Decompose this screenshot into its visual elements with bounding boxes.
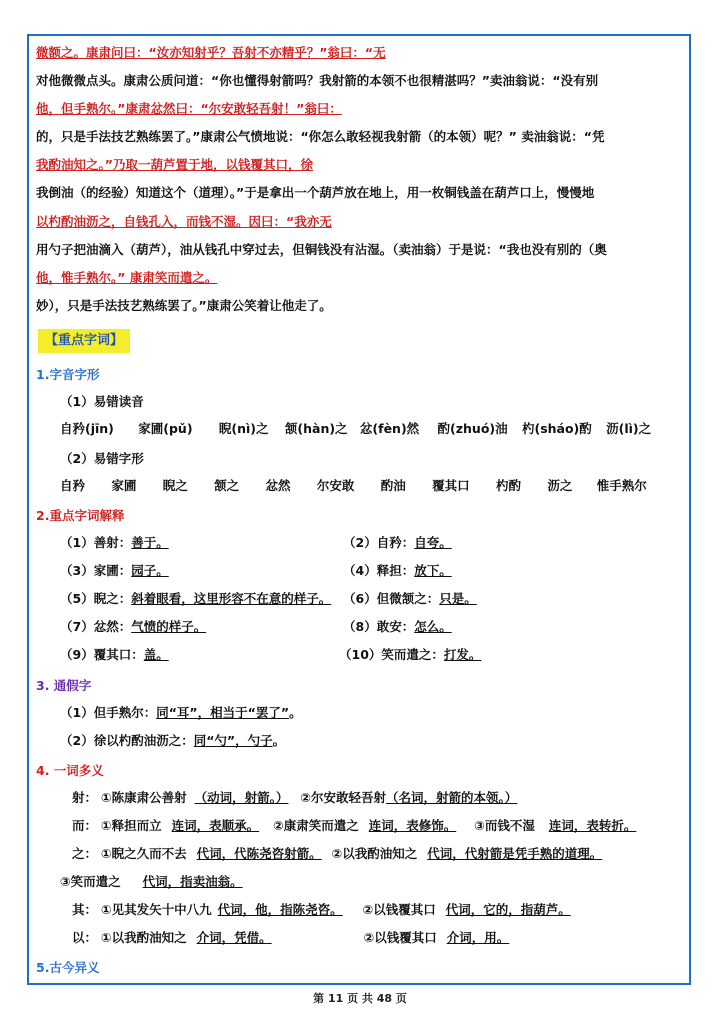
passage-translation-line-4: 用勺子把油滴入（葫芦），油从钱孔中穿过去，但铜钱没有沾湿。（卖油翁）于是说：“我也没有别的（奥 [36,242,607,257]
definition-item: （6）但微颔之：只是。 [343,591,477,606]
definition-item: （1）善射：善于。 [60,535,169,550]
polysemy-zhi-3: ③笑而遣之 代词，指卖油翁。 [60,874,243,889]
definition-item: （5）睨之：斜着眼看，这里形容不在意的样子。 [60,591,332,606]
form-item: 家圃 [111,478,137,493]
pron-item: 家圃(pǔ) [138,421,193,436]
polysemy-yi: 以： ①以我酌油知之 介词，凭借。 ②以钱覆其口 介词，用。 [72,930,510,945]
section-4-title: 4. 一词多义 [36,763,104,778]
tongjia-item: （1）但手熟尔：同“耳”，相当于“罢了”。 [60,705,302,720]
section-5-title: 5.古今异义 [36,960,100,975]
key-words-heading: 【重点字词】 [38,329,130,353]
form-item: 覆其口 [432,478,470,493]
page-border [27,34,691,985]
polysemy-er: 而： ①释担而立 连词，表顺承。 ②康肃笑而遣之 连词，表修饰。 ③而钱不湿 连词，表转折。 [72,818,637,833]
polysemy-zhi: 之： ①睨之久而不去 代词，代陈尧咨射箭。 ②以我酌油知之 代词，代射箭是凭手熟的道理。 [72,846,603,861]
form-item: 忿然 [265,478,291,493]
section-1-title: 1.字音字形 [36,367,100,382]
definition-item: （3）家圃：园子。 [60,563,169,578]
passage-translation-line-1: 对他微微点头。康肃公质问道：“你也懂得射箭吗？我射箭的本领不也很精湛吗？”卖油翁说：“没有别 [36,73,599,88]
form-item: 颔之 [214,478,240,493]
pron-item: 酌(zhuó)油 [437,421,508,436]
form-item: 惟手熟尔 [596,478,647,493]
passage-translation-line-5: 妙），只是手法技艺熟练罢了。”康肃公笑着让他走了。 [36,298,332,313]
pron-item: 忿(fèn)然 [359,421,420,436]
pronunciation-list [60,420,651,438]
form-item: 沥之 [547,478,573,493]
form-item: 酌油 [380,478,406,493]
definition-item: （2）自矜：自夸。 [343,535,452,550]
passage-original-line-4: 以杓酌油沥之，自钱孔入，而钱不湿。因曰：“我亦无 [36,214,332,229]
section-3-title: 3. 通假字 [36,678,92,693]
pron-item: 睨(nì)之 [218,421,269,436]
definition-item: （4）释担：放下。 [343,563,452,578]
section-1-sub-2: （2）易错字形 [60,451,144,466]
passage-translation-line-2: 的，只是手法技艺熟练罢了。”康肃公气愤地说：“你怎么敢轻视我射箭（的本领）呢？” 卖油翁说：“凭 [36,129,605,144]
pron-item: 沥(lì)之 [606,421,652,436]
section-1-sub-1: （1）易错读音 [60,394,144,409]
form-item: 自矜 [60,478,86,493]
section-2-title: 2.重点字词解释 [36,508,125,523]
form-item: 杓酌 [496,478,522,493]
passage-original-line-2: 他，但手熟尔。”康肃忿然曰：“尔安敢轻吾射！”翁曰： [36,101,342,116]
page-number-footer: 第 11 页 共 48 页 [313,992,407,1005]
pron-item: 颔(hàn)之 [284,421,348,436]
definition-item: （8）敢安：怎么。 [343,619,452,634]
form-item: 尔安敢 [316,478,355,493]
form-item: 睨之 [162,478,188,493]
definition-item: （7）忿然：气愤的样子。 [60,619,207,634]
pron-item: 自矜(jīn) [60,421,114,436]
polysemy-qi: 其： ①见其发矢十中八九 代词，他，指陈尧咨。 ②以钱覆其口 代词，它的，指葫芦。 [72,902,571,917]
definition-item: （10）笑而遣之：打发。 [339,647,482,662]
tongjia-item: （2）徐以杓酌油沥之：同“勺”，勺子。 [60,733,286,748]
polysemy-she: 射： ①陈康肃公善射 （动词，射箭。） ②尔安敢轻吾射（名词，射箭的本领。） [72,790,518,805]
pron-item: 杓(sháo)酌 [521,421,592,436]
passage-original-line-1: 微额之。康肃问曰：“汝亦知射乎？吾射不亦精乎？”翁曰：“无 [36,45,386,60]
passage-original-line-3: 我酌油知之。”乃取一葫芦置于地，以钱覆其口，徐 [36,157,313,172]
form-list [60,477,647,495]
passage-translation-line-3: 我倒油（的经验）知道这个（道理）。”于是拿出一个葫芦放在地上，用一枚铜钱盖在葫芦口上，慢慢地 [36,185,595,200]
passage-original-line-5: 他，惟手熟尔。” 康肃笑而遣之。 [36,270,218,285]
definition-item: （9）覆其口：盖。 [60,647,169,662]
